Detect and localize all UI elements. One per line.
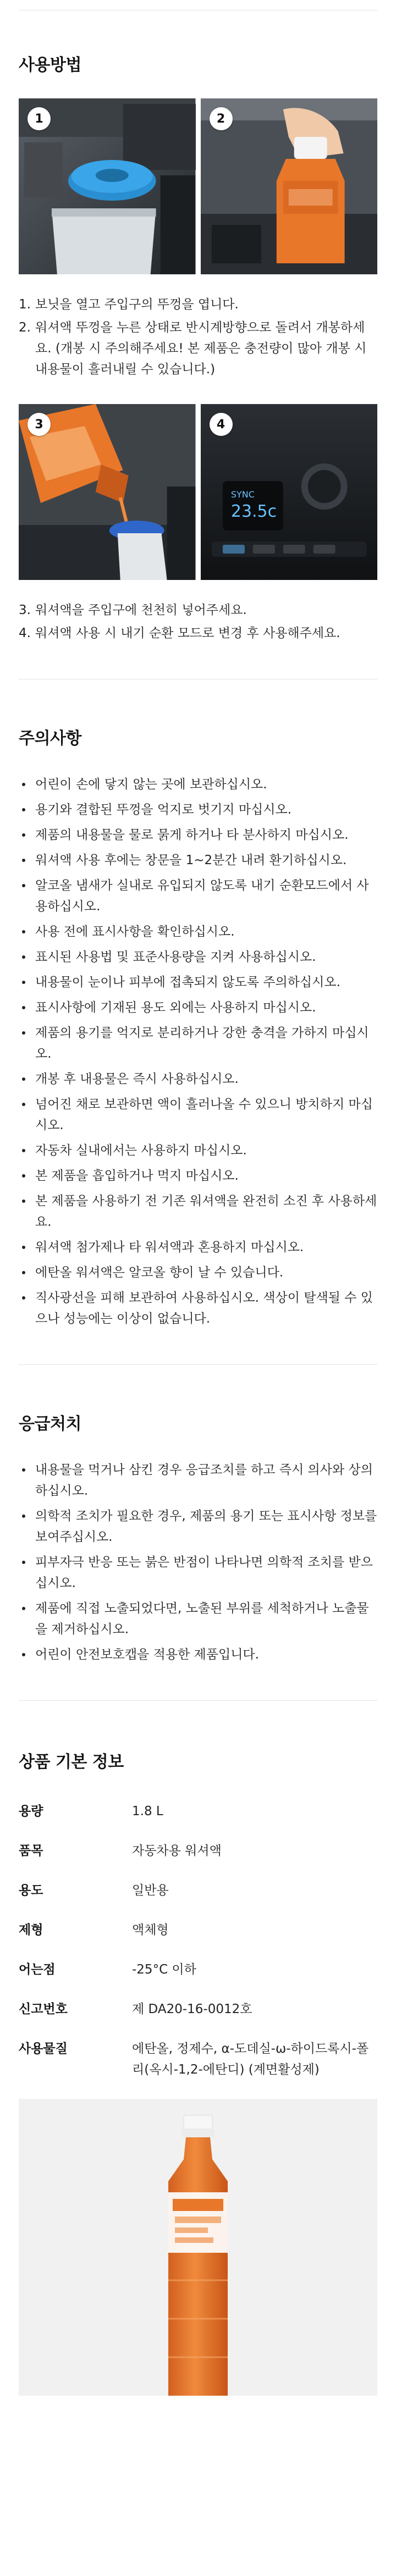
list-item [19, 1460, 377, 1501]
info-row [19, 1880, 377, 1901]
list-item [19, 294, 377, 315]
info-key: 용량 [19, 1804, 43, 1818]
list-item [19, 1262, 377, 1283]
bullet-dot [19, 825, 35, 845]
product-image [19, 2099, 377, 2396]
list-item [19, 825, 377, 845]
bullet-dot [19, 850, 35, 871]
list-item-text: 의학적 조치가 필요한 경우, 제품의 용기 또는 표시사항 정보를 보여주십시오. [35, 1509, 377, 1544]
info-value: 자동차용 워셔액 [132, 1844, 222, 1858]
list-item-text: 제품의 내용물을 물로 묽게 하거나 타 분사하지 마십시오. [35, 828, 349, 842]
info-row [19, 2038, 377, 2080]
list-item-text: 피부자극 반응 또는 붉은 반점이 나타나면 의학적 조치를 받으십시오. [35, 1555, 373, 1590]
list-item-text: 본 제품을 사용하기 전 기존 워셔액을 완전히 소진 후 사용하세요. [35, 1194, 377, 1229]
step-4-photo [201, 404, 378, 580]
usage-section [19, 51, 377, 644]
bullet-dot [19, 1287, 35, 1329]
display-sync-text: SYNC [230, 489, 255, 500]
list-item-text: 사용 전에 표시사항을 확인하십시오. [35, 925, 235, 939]
display-temp-text: 23.5c [230, 501, 277, 522]
product-info-section [19, 1748, 377, 2396]
step-2-photo [201, 98, 378, 274]
info-value: 액체형 [132, 1923, 169, 1937]
info-key: 사용물질 [19, 2042, 68, 2056]
bullet-dot [19, 1644, 35, 1665]
info-value: 에탄올, 정제수, α-도데실-ω-하이드록시-폴리(옥시-1,2-에탄디) (계면활성제) [132, 2042, 369, 2077]
info-value: 1.8 L [132, 1804, 163, 1818]
list-item [19, 1287, 377, 1329]
bullet-dot [19, 1140, 35, 1161]
info-row [19, 1801, 377, 1822]
first-aid-title: 응급처치 [19, 1414, 81, 1434]
list-item [19, 600, 377, 621]
info-key: 신고번호 [19, 2002, 68, 2016]
step-3-photo [19, 404, 196, 580]
list-item-text: 용기와 결합된 뚜껑을 억지로 벗기지 마십시오. [35, 803, 292, 817]
list-item-text: 워셔액 사용 후에는 창문을 1~2분간 내려 환기하십시오. [35, 853, 347, 867]
section-divider [19, 1700, 377, 1701]
bullet-dot [19, 774, 35, 795]
notice-section [19, 725, 377, 1329]
list-item [19, 1506, 377, 1547]
list-item [19, 947, 377, 968]
info-key: 어는점 [19, 1963, 56, 1977]
step-1-photo [19, 98, 196, 274]
info-row [19, 1959, 377, 1980]
list-item-text: 넘어진 채로 보관하면 액이 흘러나올 수 있으니 방치하지 마십시오. [35, 1097, 373, 1132]
usage-steps-top [19, 294, 377, 380]
list-item-text: 어린이 손에 닿지 않는 곳에 보관하십시오. [35, 777, 267, 792]
info-value: 제 DA20-16-0012호 [132, 2002, 252, 2016]
info-row [19, 1999, 377, 2020]
list-item-text: 워셔액 첨가제나 타 워셔액과 혼용하지 마십시오. [35, 1240, 304, 1254]
notice-title: 주의사항 [19, 729, 81, 748]
notice-list [19, 774, 377, 1329]
first-aid-list [19, 1460, 377, 1665]
usage-photos-top [19, 98, 377, 274]
info-key: 품목 [19, 1844, 43, 1858]
bullet-dot [19, 1506, 35, 1547]
usage-title: 사용방법 [19, 56, 81, 75]
info-value: -25°C 이하 [132, 1963, 196, 1977]
bullet-dot [19, 875, 35, 917]
list-item-text: 직사광선을 피해 보관하여 사용하십시오. 색상이 탈색될 수 있으나 성능에는 이상이 없습니다. [35, 1291, 373, 1326]
bullet-dot [19, 947, 35, 968]
list-item-text: 내용물이 눈이나 피부에 접촉되지 않도록 주의하십시오. [35, 975, 340, 990]
product-info-table [19, 1801, 377, 2080]
step-number: 3. [19, 603, 31, 617]
bullet-dot [19, 1191, 35, 1232]
list-item-text: 자동차 실내에서는 사용하지 마십시오. [35, 1143, 247, 1158]
usage-steps-bottom [19, 600, 377, 644]
bullet-dot [19, 1069, 35, 1090]
list-item-text: 알코올 냄새가 실내로 유입되지 않도록 내기 순환모드에서 사용하십시오. [35, 878, 369, 914]
list-item [19, 799, 377, 820]
section-divider [19, 1364, 377, 1365]
bullet-dot [19, 1552, 35, 1594]
list-item [19, 1165, 377, 1186]
list-item [19, 875, 377, 917]
list-item [19, 1094, 377, 1136]
step-badge: 1 [28, 107, 51, 130]
list-item [19, 774, 377, 795]
list-item-text: 내용물을 먹거나 삼킨 경우 응급조치를 하고 즉시 의사와 상의하십시오. [35, 1463, 373, 1498]
product-detail-page [0, 10, 396, 2396]
step-text: 워셔액 뚜껑을 누른 상태로 반시계방향으로 돌려서 개봉하세요. (개봉 시 주의해주세요! 본 제품은 충전량이 많아 개봉 시 내용물이 흘러내릴 수 있습니다.) [35, 320, 367, 377]
bullet-dot [19, 997, 35, 1018]
bullet-dot [19, 1460, 35, 1501]
list-item [19, 1598, 377, 1640]
list-item-text: 어린이 안전보호캡을 적용한 제품입니다. [35, 1648, 259, 1662]
first-aid-section [19, 1410, 377, 1665]
list-item [19, 921, 377, 942]
list-item [19, 997, 377, 1018]
step-badge: 2 [210, 107, 233, 130]
list-item [19, 623, 377, 644]
bullet-dot [19, 972, 35, 993]
bullet-dot [19, 1598, 35, 1640]
bullet-dot [19, 1237, 35, 1258]
step-number: 2. [19, 320, 31, 335]
step-badge: 3 [28, 413, 51, 436]
step-text: 보닛을 열고 주입구의 뚜껑을 엽니다. [35, 297, 239, 312]
info-row [19, 1920, 377, 1941]
list-item-text: 개봉 후 내용물은 즉시 사용하십시오. [35, 1072, 239, 1086]
bullet-dot [19, 921, 35, 942]
list-item-text: 표시사항에 기재된 용도 외에는 사용하지 마십시오. [35, 1000, 316, 1015]
bullet-dot [19, 1262, 35, 1283]
list-item-text: 본 제품을 흡입하거나 먹지 마십시오. [35, 1169, 239, 1183]
step-number: 1. [19, 297, 31, 312]
list-item [19, 1552, 377, 1594]
list-item-text: 표시된 사용법 및 표준사용량을 지켜 사용하십시오. [35, 950, 316, 964]
list-item [19, 1069, 377, 1090]
info-key: 제형 [19, 1923, 43, 1937]
list-item [19, 317, 377, 380]
info-row [19, 1840, 377, 1861]
list-item-text: 에탄올 워셔액은 알코올 향이 날 수 있습니다. [35, 1265, 284, 1280]
bullet-dot [19, 1022, 35, 1064]
list-item-text: 제품에 직접 노출되었다면, 노출된 부위를 세척하거나 노출물을 제거하십시오. [35, 1601, 369, 1637]
info-value: 일반용 [132, 1883, 169, 1898]
list-item [19, 1191, 377, 1232]
step-badge: 4 [210, 413, 233, 436]
list-item [19, 1022, 377, 1064]
list-item-text: 제품의 용기를 억지로 분리하거나 강한 충격을 가하지 마십시오. [35, 1026, 369, 1061]
list-item [19, 972, 377, 993]
bullet-dot [19, 1094, 35, 1136]
bullet-dot [19, 1165, 35, 1186]
bullet-dot [19, 799, 35, 820]
product-info-title: 상품 기본 정보 [19, 1753, 124, 1772]
step-text: 워셔액을 주입구에 천천히 넣어주세요. [35, 603, 247, 617]
list-item [19, 850, 377, 871]
step-text: 워셔액 사용 시 내기 순환 모드로 변경 후 사용해주세요. [35, 626, 340, 640]
usage-photos-bottom [19, 404, 377, 580]
step-number: 4. [19, 626, 31, 640]
list-item [19, 1237, 377, 1258]
list-item [19, 1644, 377, 1665]
info-key: 용도 [19, 1883, 43, 1898]
list-item [19, 1140, 377, 1161]
washer-fluid-bottle [19, 2099, 377, 2396]
